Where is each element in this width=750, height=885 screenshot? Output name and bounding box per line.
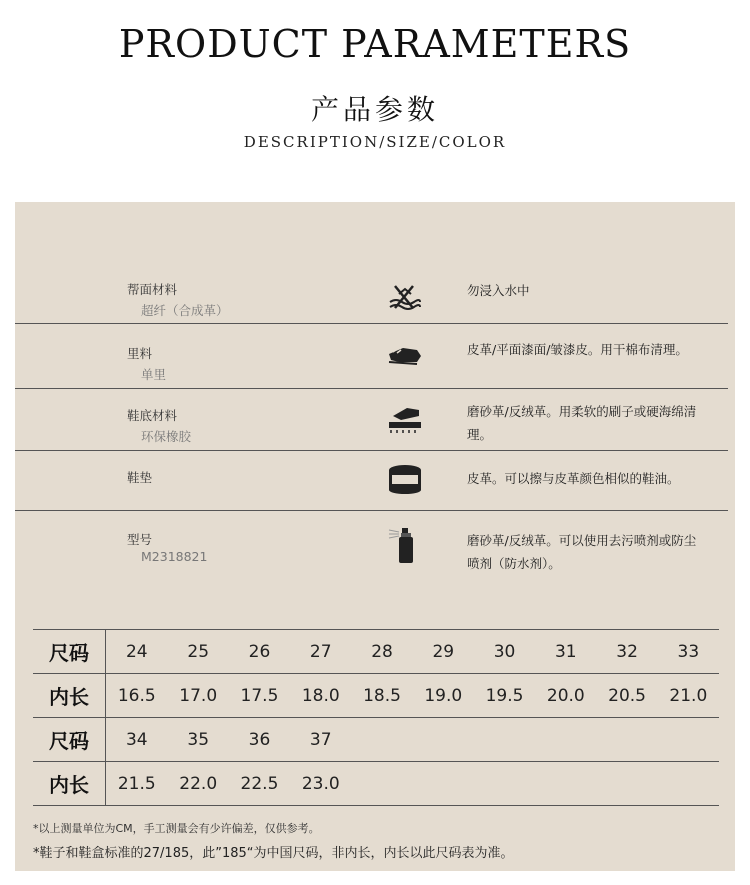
size-cell: 24 xyxy=(125,641,148,662)
size-cell: 31 xyxy=(554,641,577,662)
size-cell xyxy=(351,718,412,762)
care-text: 皮革。可以擦与皮革颜色相似的鞋油。 xyxy=(467,471,680,486)
length-row-head: 内长 xyxy=(33,674,106,718)
care-text: 勿浸入水中 xyxy=(467,283,530,298)
param-value: 超纤（合成革） xyxy=(141,303,229,318)
size-standard-note: *鞋子和鞋盒标准的27/185，此”185“为中国尺码，非内长，内长以此尺码表为准。 xyxy=(33,846,514,861)
size-cell: 27 xyxy=(309,641,332,662)
param-label: 里料 xyxy=(127,346,153,361)
length-cell: 18.0 xyxy=(301,685,340,706)
param-value: M2318821 xyxy=(141,549,208,564)
param-value: 环保橡胶 xyxy=(141,429,192,444)
size-cell: 28 xyxy=(371,641,393,662)
length-row-head: 内长 xyxy=(33,762,106,806)
size-row-head: 尺码 xyxy=(33,718,106,762)
size-cell xyxy=(413,718,474,762)
length-cell xyxy=(596,762,657,806)
size-cell xyxy=(474,718,535,762)
length-cell xyxy=(535,762,596,806)
size-row-head: 尺码 xyxy=(33,630,106,674)
size-table xyxy=(33,629,719,806)
size-cell: 35 xyxy=(187,729,210,750)
size-cell: 26 xyxy=(248,641,271,662)
size-cell: 34 xyxy=(125,729,148,750)
length-cell: 17.5 xyxy=(240,685,279,706)
length-cell xyxy=(413,762,474,806)
cloth-wipe-icon xyxy=(387,340,423,374)
shoe-polish-tin-icon xyxy=(387,462,423,496)
measurement-note: *以上测量单位为CM，手工测量会有少许偏差，仅供参考。 xyxy=(33,822,320,835)
length-cell: 21.5 xyxy=(117,773,156,794)
length-cell xyxy=(351,762,412,806)
size-cell: 32 xyxy=(616,641,638,662)
length-row xyxy=(33,674,719,718)
size-cell: 30 xyxy=(493,641,516,662)
length-cell: 19.0 xyxy=(424,685,463,706)
size-cell: 33 xyxy=(677,641,700,662)
title-cn: 产品参数 xyxy=(310,93,439,126)
length-cell: 17.0 xyxy=(179,685,218,706)
care-text: 磨砂革/反绒革。用柔软的刷子或硬海绵清理。 xyxy=(467,404,697,442)
length-cell: 20.0 xyxy=(546,685,585,706)
divider xyxy=(15,323,728,324)
length-cell: 19.5 xyxy=(485,685,524,706)
size-cell: 25 xyxy=(187,641,210,662)
title-en: PRODUCT PARAMETERS xyxy=(118,22,632,66)
length-cell: 21.0 xyxy=(669,685,708,706)
size-cell: 29 xyxy=(432,641,455,662)
length-cell: 16.5 xyxy=(117,685,156,706)
length-cell xyxy=(474,762,535,806)
size-cell: 36 xyxy=(248,729,271,750)
length-cell: 18.5 xyxy=(363,685,401,706)
no-water-icon xyxy=(387,280,423,314)
title-subtitle: DESCRIPTION/SIZE/COLOR xyxy=(243,133,507,151)
size-cell: 37 xyxy=(309,729,332,750)
param-label: 帮面材料 xyxy=(127,282,178,297)
size-cell xyxy=(535,718,596,762)
size-row xyxy=(33,718,719,762)
param-label: 鞋底材料 xyxy=(127,408,178,423)
care-text: 磨砂革/反绒革。可以使用去污喷剂或防尘喷剂（防水剂）。 xyxy=(467,533,697,571)
spray-can-icon xyxy=(387,524,423,564)
care-text: 皮革/平面漆面/皱漆皮。用干棉布清理。 xyxy=(467,342,688,357)
length-row xyxy=(33,762,719,806)
length-cell: 22.0 xyxy=(179,773,218,794)
brush-icon xyxy=(387,402,423,436)
param-label: 鞋垫 xyxy=(127,470,153,485)
length-cell xyxy=(658,762,719,806)
param-value: 单里 xyxy=(141,367,167,382)
length-cell: 20.5 xyxy=(608,685,646,706)
parameters-panel xyxy=(15,202,735,871)
size-cell xyxy=(658,718,719,762)
size-cell xyxy=(596,718,657,762)
divider xyxy=(15,450,728,451)
divider xyxy=(15,510,728,511)
length-cell: 23.0 xyxy=(301,773,340,794)
length-cell: 22.5 xyxy=(240,773,279,794)
size-row xyxy=(33,630,719,674)
param-label: 型号 xyxy=(127,532,153,547)
divider xyxy=(15,388,728,389)
